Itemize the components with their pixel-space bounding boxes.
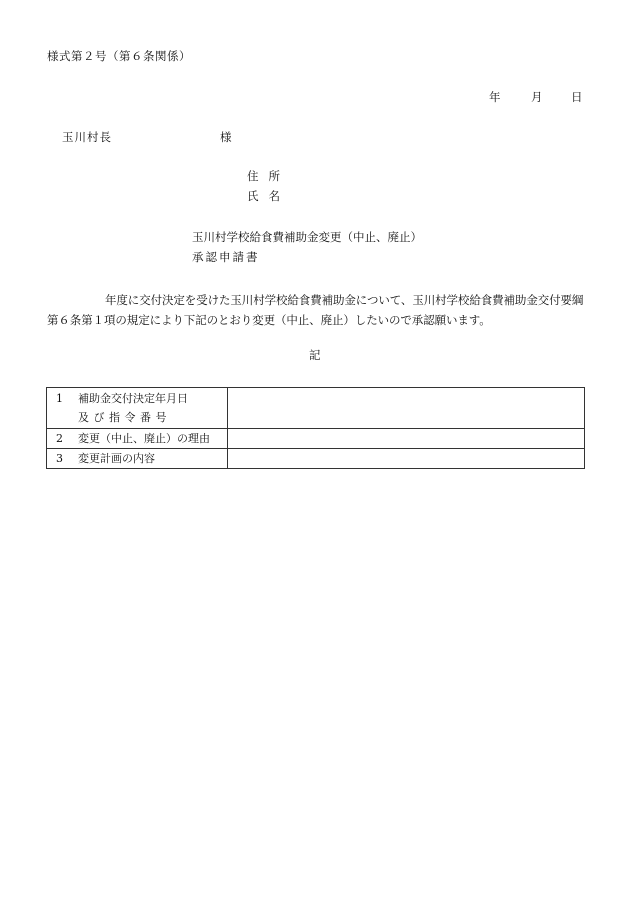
table-row — [47, 388, 585, 429]
item-number: 3 — [56, 452, 63, 465]
item-label: 変更計画の内容 — [78, 452, 155, 465]
document-title: 玉川村学校給食費補助金変更（中止、廃止） — [192, 230, 422, 244]
item-value-cell[interactable] — [228, 449, 585, 469]
ki-heading: 記 — [309, 348, 321, 362]
addressee-name: 玉川村長 — [62, 130, 112, 144]
item-number: 1 — [56, 392, 63, 405]
applicant-address-label: 住所 — [247, 169, 290, 183]
item-sublabel: 及び指令番号 — [78, 411, 171, 424]
date-line — [0, 92, 630, 106]
items-table — [46, 387, 585, 469]
item-label-cell — [47, 388, 228, 429]
date-month-label: 月 — [531, 90, 543, 104]
item-label-cell — [47, 449, 228, 469]
item-value-cell[interactable] — [228, 388, 585, 429]
date-year-label: 年 — [489, 90, 501, 104]
form-number: 様式第２号（第６条関係） — [47, 49, 191, 63]
table-row — [47, 429, 585, 449]
addressee-honorific: 様 — [220, 130, 232, 144]
item-label: 補助金交付決定年月日 — [78, 392, 188, 405]
body-paragraph: 年度に交付決定を受けた玉川村学校給食費補助金について、玉川村学校給食費補助金交付要綱第６条第１項の規定により下記のとおり変更（中止、廃止）したいので承認願います。 — [47, 293, 584, 327]
document-title-sub: 承認申請書 — [192, 250, 260, 264]
item-label-cell — [47, 429, 228, 449]
table-row — [47, 449, 585, 469]
item-value-cell[interactable] — [228, 429, 585, 449]
item-number: 2 — [56, 432, 63, 445]
date-day-label: 日 — [571, 90, 583, 104]
applicant-name-label: 氏名 — [247, 189, 290, 203]
item-label: 変更（中止、廃止）の理由 — [78, 432, 210, 445]
